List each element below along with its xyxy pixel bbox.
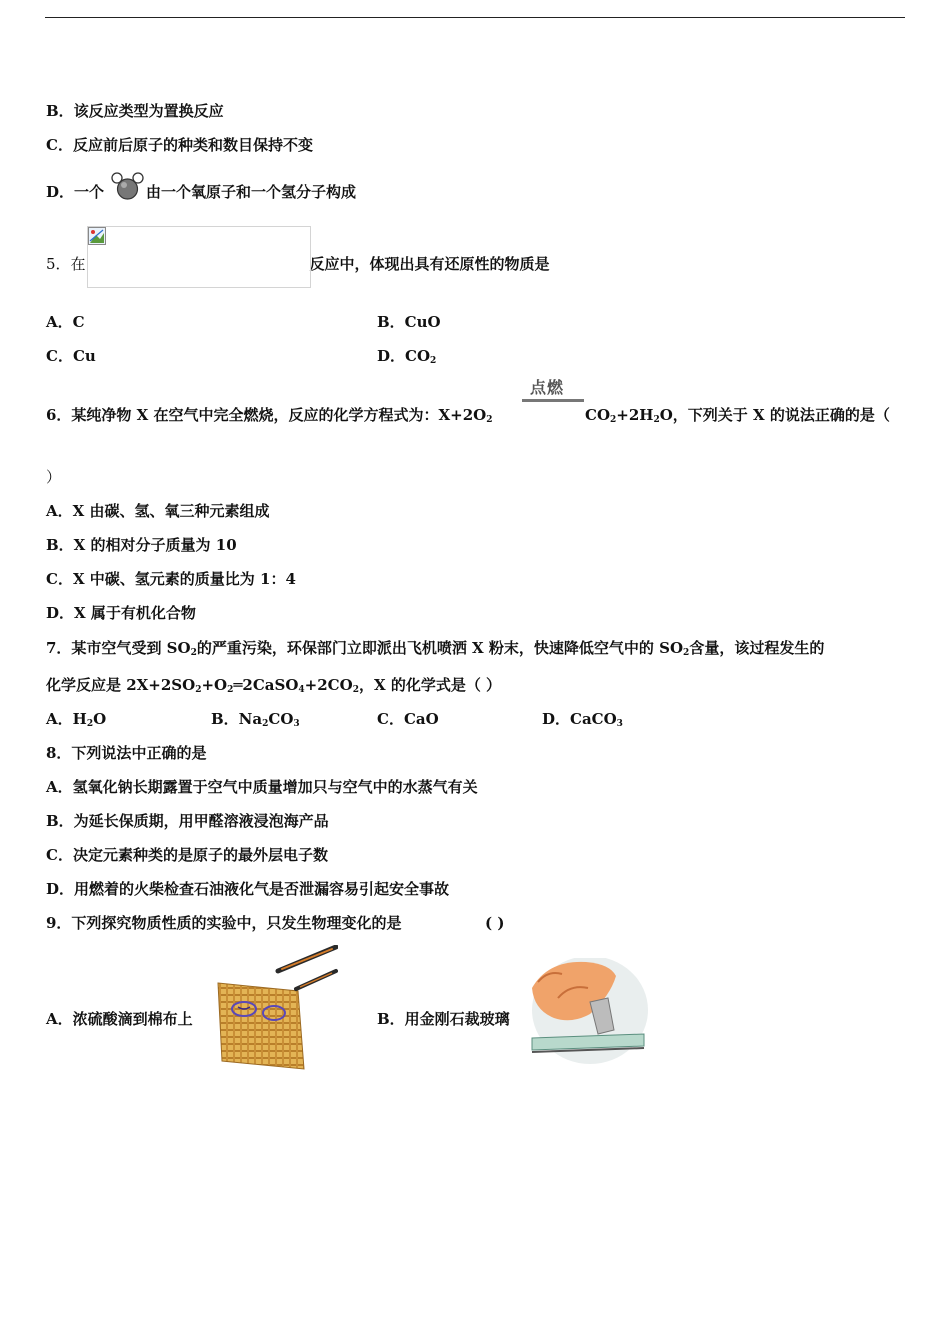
q6-stem-b1-sub: 2 bbox=[610, 415, 617, 425]
broken-image-icon bbox=[88, 227, 106, 245]
q4-option-d-pre: D．一个 bbox=[46, 183, 105, 201]
q7-l2-a-sub: 2 bbox=[195, 685, 202, 695]
q6-option-b: B．X 的相对分子质量为 10 bbox=[46, 536, 237, 554]
q7-l2-c: ═2CaSO bbox=[233, 676, 299, 694]
q7-l2-d-sub: 2 bbox=[352, 685, 359, 695]
q9-paren: ( ) bbox=[485, 914, 505, 932]
molecule-icon bbox=[110, 172, 146, 202]
q8-option-d: D．用燃着的火柴检查石油液化气是否泄漏容易引起安全事故 bbox=[46, 880, 450, 898]
q7-option-a bbox=[46, 708, 106, 735]
q7-option-b-sub1: 2 bbox=[262, 719, 269, 729]
q4-option-c: C．反应前后原子的种类和数目保持不变 bbox=[46, 136, 313, 154]
q7-l2-d: +2CO bbox=[304, 676, 353, 694]
q6-option-d: D．X 属于有机化合物 bbox=[46, 604, 196, 622]
q5-option-b: B．CuO bbox=[377, 313, 441, 331]
q7-stem-line2 bbox=[46, 674, 501, 701]
q4-option-d-post: 由一个氧原子和一个氢分子构成 bbox=[146, 183, 357, 201]
q9-option-b: B．用金刚石裁玻璃 bbox=[377, 1010, 510, 1028]
q7-l2-b: +O bbox=[201, 676, 228, 694]
q7-l1-b-sub: 2 bbox=[683, 648, 690, 658]
diamond-glass-image bbox=[528, 958, 648, 1070]
q5-option-d-sub: 2 bbox=[430, 356, 437, 366]
q7-l2-b-sub: 2 bbox=[227, 685, 234, 695]
q5-option-d bbox=[377, 345, 436, 372]
q6-stem-b2-sub: 2 bbox=[653, 415, 660, 425]
q5-stem-post: 反应中，体现出具有还原性的物质是 bbox=[309, 255, 550, 273]
q7-option-a-pre: A．H bbox=[46, 710, 87, 728]
q5-option-a: A．C bbox=[46, 313, 85, 331]
q9-option-a: A．浓硫酸滴到棉布上 bbox=[46, 1010, 193, 1028]
q7-l1-a-sub: 2 bbox=[190, 648, 197, 658]
q7-l2-a: 化学反应是 2X+2SO bbox=[46, 676, 196, 694]
q6-stem-b2: +2H bbox=[616, 406, 654, 424]
q9-stem bbox=[46, 912, 401, 934]
q6-stem-right bbox=[585, 404, 890, 431]
q7-option-c: C．CaO bbox=[377, 710, 439, 728]
q7-l2-e: ，X 的化学式是（ ） bbox=[358, 676, 502, 694]
q6-option-a: A．X 由碳、氢、氧三种元素组成 bbox=[46, 502, 270, 520]
q7-l1-a: 7．某市空气受到 SO bbox=[46, 639, 191, 657]
q5-stem-pre: 5．在 bbox=[46, 255, 86, 273]
reaction-condition-arrow bbox=[522, 375, 584, 405]
q7-option-b-sub2: 3 bbox=[293, 719, 300, 729]
q7-option-b bbox=[211, 708, 300, 735]
q7-option-d bbox=[542, 708, 623, 735]
q6-stem-left bbox=[46, 404, 493, 431]
q8-option-c: C．决定元素种类的是原子的最外层电子数 bbox=[46, 846, 328, 864]
q8-stem: 8．下列说法中正确的是 bbox=[46, 744, 207, 762]
reaction-equation-image bbox=[87, 226, 311, 288]
q7-stem-line1 bbox=[46, 637, 824, 664]
q7-option-d-pre: D．CaCO bbox=[542, 710, 617, 728]
q5-option-c: C．Cu bbox=[46, 347, 96, 365]
q7-option-d-sub: 3 bbox=[616, 719, 623, 729]
q6-stem-a: 6．某纯净物 X 在空气中完全燃烧，反应的化学方程式为：X+2O bbox=[46, 406, 487, 424]
q5-option-d-text: D．CO bbox=[377, 347, 431, 365]
q6-stem-b3: O，下列关于 X 的说法正确的是（ bbox=[659, 406, 890, 424]
q7-option-b-mid: CO bbox=[268, 710, 294, 728]
q4-option-b: B．该反应类型为置换反应 bbox=[46, 102, 224, 120]
cloth-acid-image bbox=[212, 945, 338, 1073]
q7-l1-b: 的严重污染，环保部门立即派出飞机喷洒 X 粉末，快速降低空气中的 SO bbox=[196, 639, 684, 657]
q7-l1-c: 含量，该过程发生的 bbox=[689, 639, 825, 657]
q8-option-b: B．为延长保质期，用甲醛溶液浸泡海产品 bbox=[46, 812, 329, 830]
q6-stem-close: ） bbox=[46, 468, 62, 486]
q4-option-d bbox=[46, 181, 356, 203]
q7-l2-c-sub: 4 bbox=[298, 685, 305, 695]
q8-option-a: A．氢氧化钠长期露置于空气中质量增加只与空气中的水蒸气有关 bbox=[46, 778, 478, 796]
header-rule bbox=[45, 17, 905, 18]
q7-option-b-pre: B．Na bbox=[211, 710, 263, 728]
q7-option-a-sub: 2 bbox=[86, 719, 94, 729]
q7-option-a-post: O bbox=[93, 710, 107, 728]
q6-stem-b1: CO bbox=[585, 406, 611, 424]
q6-stem-a-sub: 2 bbox=[486, 415, 493, 425]
q6-option-c: C．X 中碳、氢元素的质量比为 1：4 bbox=[46, 570, 296, 588]
reaction-condition-text: 点燃 bbox=[530, 378, 565, 397]
q9-stem-text: 9．下列探究物质性质的实验中，只发生物理变化的是 bbox=[46, 914, 402, 932]
